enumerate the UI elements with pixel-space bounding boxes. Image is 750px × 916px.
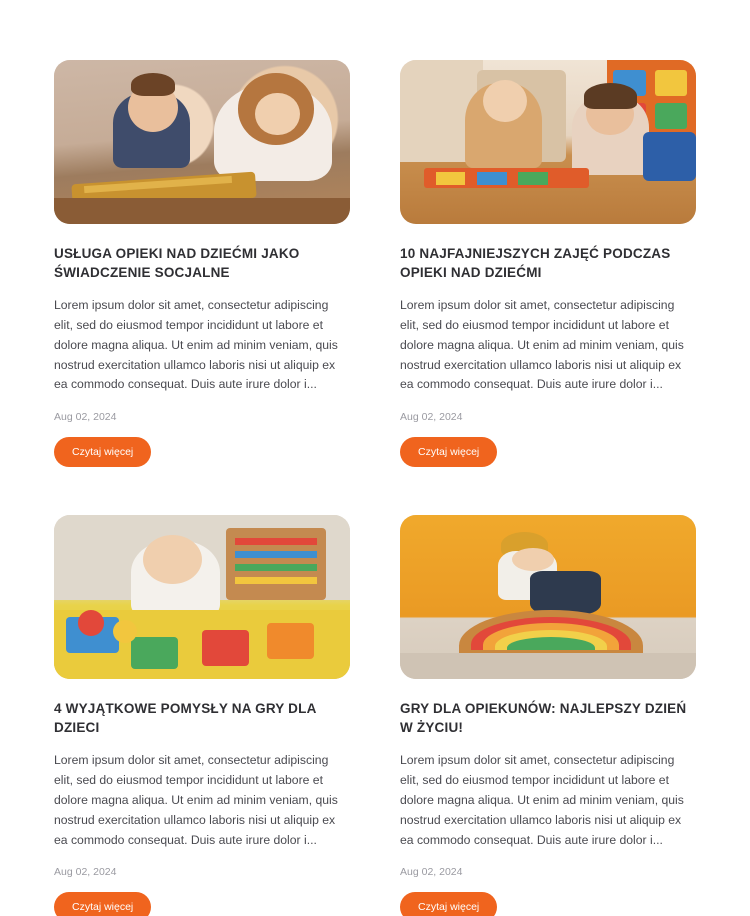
- card-excerpt: Lorem ipsum dolor sit amet, consectetur adipiscing elit, sed do eiusmod tempor incididunt ut labore et dolore magna aliqua. Ut enim ad minim veniam, quis nostrud exercitation ullamco laboris nisi ut aliquip ex ea commodo consequat. Duis aute irure dolor i...: [54, 753, 338, 847]
- card-thumbnail-image[interactable]: [54, 60, 350, 224]
- card-excerpt: Lorem ipsum dolor sit amet, consectetur adipiscing elit, sed do eiusmod tempor incididunt ut labore et dolore magna aliqua. Ut enim ad minim veniam, quis nostrud exercitation ullamco laboris nisi ut aliquip ex ea commodo consequat. Duis aute irure dolor i...: [400, 753, 684, 847]
- card-date: Aug 02, 2024: [400, 411, 463, 424]
- card-thumbnail-image[interactable]: [400, 515, 696, 679]
- card-date: Aug 02, 2024: [54, 866, 117, 879]
- read-more-button[interactable]: Czytaj więcej: [400, 892, 497, 916]
- card-excerpt: Lorem ipsum dolor sit amet, consectetur adipiscing elit, sed do eiusmod tempor incididunt ut labore et dolore magna aliqua. Ut enim ad minim veniam, quis nostrud exercitation ullamco laboris nisi ut aliquip ex ea commodo consequat. Duis aute irure dolor i...: [54, 298, 338, 392]
- card-title[interactable]: USŁUGA OPIEKI NAD DZIEĆMI JAKO ŚWIADCZENIE SOCJALNE: [54, 246, 300, 281]
- blog-card: [54, 515, 350, 916]
- card-title[interactable]: 10 NAJFAJNIEJSZYCH ZAJĘĆ PODCZAS OPIEKI NAD DZIEĆMI: [400, 246, 671, 281]
- card-excerpt: Lorem ipsum dolor sit amet, consectetur adipiscing elit, sed do eiusmod tempor incididunt ut labore et dolore magna aliqua. Ut enim ad minim veniam, quis nostrud exercitation ullamco laboris nisi ut aliquip ex ea commodo consequat. Duis aute irure dolor i...: [400, 298, 684, 392]
- card-title[interactable]: GRY DLA OPIEKUNÓW: NAJLEPSZY DZIEŃ W ŻYCIU!: [400, 701, 687, 736]
- blog-card: [54, 60, 350, 467]
- card-title[interactable]: 4 WYJĄTKOWE POMYSŁY NA GRY DLA DZIECI: [54, 701, 317, 736]
- read-more-button[interactable]: Czytaj więcej: [400, 437, 497, 467]
- blog-card: [400, 60, 696, 467]
- read-more-button[interactable]: Czytaj więcej: [54, 892, 151, 916]
- read-more-button[interactable]: Czytaj więcej: [54, 437, 151, 467]
- blog-card-grid: [54, 60, 696, 916]
- blog-card: [400, 515, 696, 916]
- card-thumbnail-image[interactable]: [400, 60, 696, 224]
- card-date: Aug 02, 2024: [400, 866, 463, 879]
- card-date: Aug 02, 2024: [54, 411, 117, 424]
- card-thumbnail-image[interactable]: [54, 515, 350, 679]
